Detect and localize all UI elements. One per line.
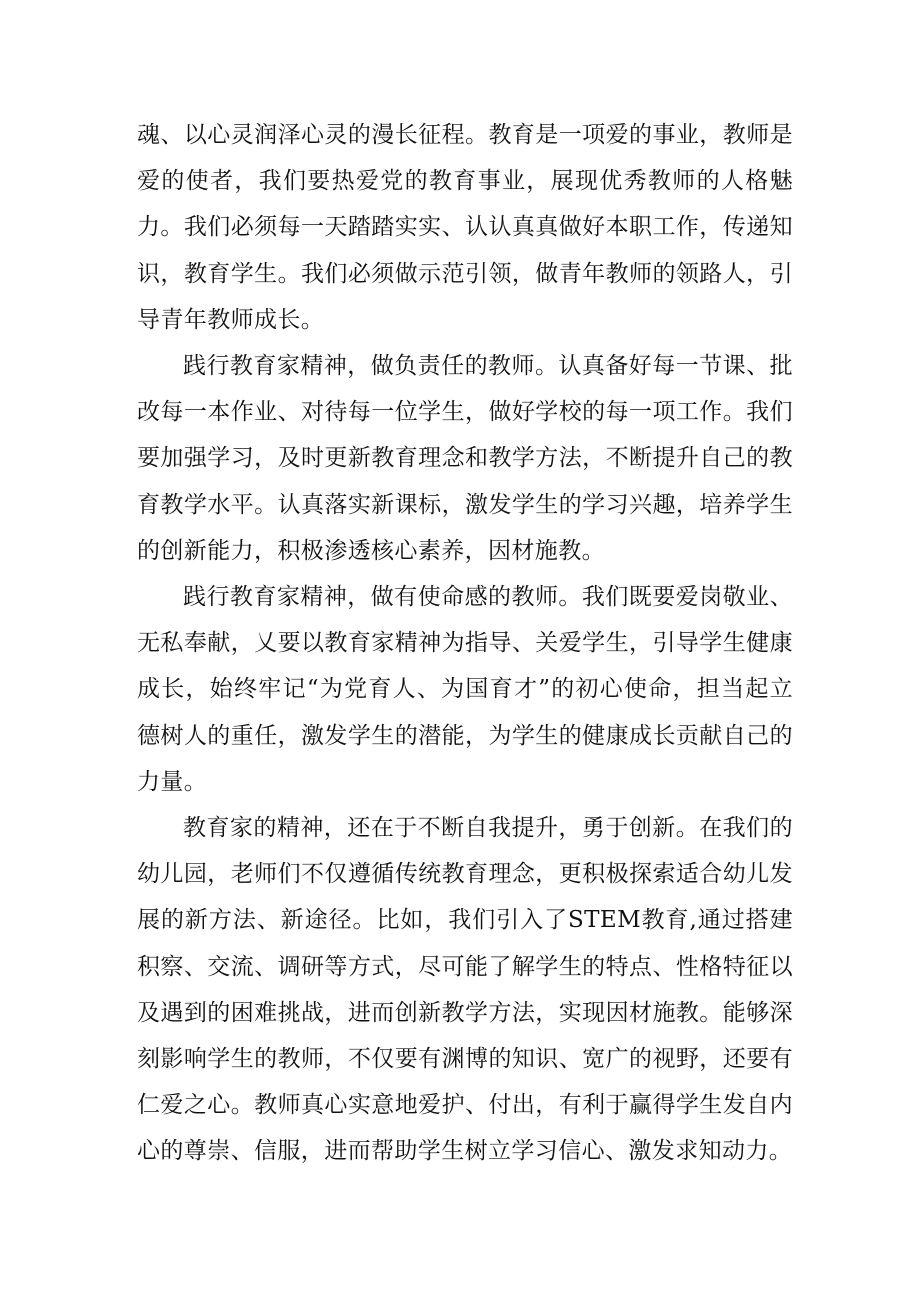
paragraph-3: 践行教育家精神，做有使命感的教师。我们既要爱岗敬业、无私奉献，乂要以教育家精神为指导、关爱学生，引导学生健康成长，始终牢记“为党育人、为国育才”的初心使命，担当起立德树人的重任，激发学生的潜能，为学生的健康成长贡献自己的力量。 [137, 584, 793, 795]
paragraph-2: 践行教育家精神，做负责任的教师。认真备好每一节课、批改每一本作业、对待每一位学生，做好学校的每一项工作。我们要加强学习，及时更新教育理念和教学方法，不断提升自己的教育教学水平。认真落实新课标，激发学生的学习兴趣，培养学生的创新能力，积极渗透核心素养，因材施教。 [137, 353, 793, 564]
paragraph-4: 教育家的精神，还在于不断自我提升，勇于创新。在我们的幼儿园，老师们不仅遵循传统教育理念，更积极探索适合幼儿发展的新方法、新途径。比如，我们引入了STEM教育,通过搭建积察、交流、调研等方式，尽可能了解学生的特点、性格特征以及遇到的困难挑战，进而创新教学方法，实现因材施教。能够深刻影响学生的教师，不仅要有渊博的知识、宽广的视野，还要有仁爱之心。教师真心实意地爱护、付出，有利于赢得学生发自内心的尊崇、信服，进而帮助学生树立学习信心、激发求知动力。 [137, 815, 793, 1165]
paragraph-1: 魂、以心灵润泽心灵的漫长征程。教育是一项爱的事业，教师是爱的使者，我们要热爱党的教育事业，展现优秀教师的人格魅力。我们必须每一天踏踏实实、认认真真做好本职工作，传递知识，教育学生。我们必须做示范引领，做青年教师的领路人，引导青年教师成长。 [137, 122, 793, 333]
document-body [137, 112, 793, 1175]
